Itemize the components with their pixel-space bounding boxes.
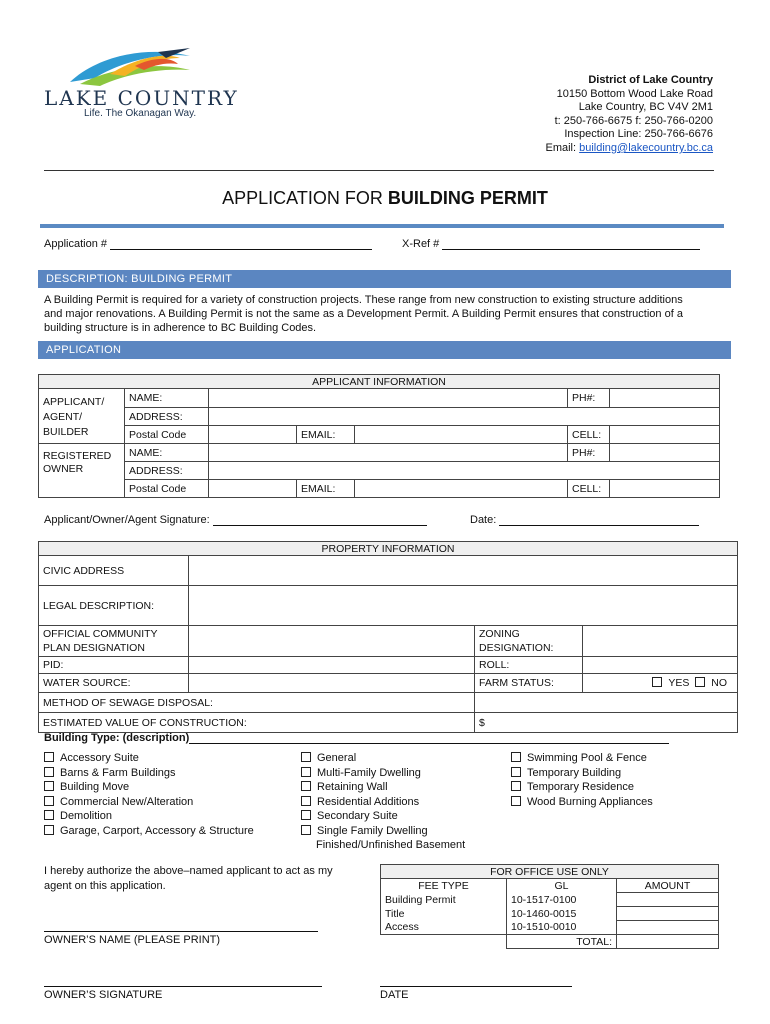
applicant-ph-label: PH#: <box>568 389 610 408</box>
owner-name-label: OWNER’S NAME (PLEASE PRINT) <box>44 934 221 946</box>
building-type-option-label: Building Move <box>60 781 130 794</box>
owner-cell-field[interactable] <box>610 480 720 498</box>
application-number-row <box>44 238 372 250</box>
applicant-postal-label: Postal Code <box>125 426 209 444</box>
building-type-option[interactable] <box>44 751 254 766</box>
applicant-name-label: NAME: <box>125 389 209 408</box>
checkbox[interactable] <box>511 796 521 806</box>
building-type-option[interactable] <box>301 751 428 766</box>
applicant-group-label: APPLICANT/ AGENT/ BUILDER <box>39 389 125 444</box>
building-type-option-label: Single Family Dwelling <box>317 824 428 837</box>
office-row-amount[interactable] <box>617 907 719 921</box>
office-row-gl: 10-1517-0100 <box>507 893 617 907</box>
building-type-option-label: Accessory Suite <box>60 752 139 764</box>
owner-email-field[interactable] <box>355 480 568 498</box>
office-total-label: TOTAL: <box>507 935 617 949</box>
building-type-option[interactable] <box>44 795 254 810</box>
owner-signature-line[interactable] <box>44 986 322 987</box>
logo-tagline: Life. The Okanagan Way. <box>84 108 197 119</box>
signature-label: Applicant/Owner/Agent Signature: <box>44 514 210 526</box>
legal-description-label: LEGAL DESCRIPTION: <box>39 586 189 626</box>
building-type-option[interactable] <box>511 780 653 795</box>
building-type-col-3 <box>511 751 653 809</box>
applicant-email-field[interactable] <box>355 426 568 444</box>
farm-status-label: FARM STATUS: <box>475 674 583 693</box>
building-type-option-label: Barns & Farm Buildings <box>60 766 176 779</box>
xref-label: X-Ref # <box>402 238 440 250</box>
building-type-label: Building Type: (description) <box>44 732 190 744</box>
water-source-label: WATER SOURCE: <box>39 674 189 693</box>
address-line-1: 10150 Bottom Wood Lake Road <box>556 87 713 100</box>
building-type-option[interactable] <box>301 766 428 781</box>
building-type-field[interactable] <box>189 733 669 744</box>
building-type-option-label: Garage, Carport, Accessory & Structure <box>60 824 254 837</box>
building-type-option[interactable] <box>511 795 653 810</box>
application-number-label: Application # <box>44 238 107 250</box>
checkbox[interactable] <box>44 767 54 777</box>
building-type-option[interactable] <box>44 824 254 839</box>
application-number-field[interactable] <box>110 238 372 250</box>
checkbox[interactable] <box>511 752 521 762</box>
checkbox[interactable] <box>301 781 311 791</box>
date-row <box>470 514 699 526</box>
building-type-option-label: Temporary Residence <box>527 781 634 794</box>
page-title: APPLICATION FOR BUILDING PERMIT <box>222 188 548 208</box>
building-type-option[interactable] <box>301 809 428 824</box>
zoning-label: ZONING DESIGNATION: <box>475 626 583 657</box>
owner-name-label: NAME: <box>125 444 209 462</box>
applicant-header: APPLICANT INFORMATION <box>39 375 720 389</box>
building-type-option[interactable] <box>44 780 254 795</box>
checkbox[interactable] <box>301 767 311 777</box>
property-table <box>38 541 738 733</box>
roll-label: ROLL: <box>475 657 583 674</box>
date2-label: DATE <box>380 989 409 1001</box>
office-row-fee: Access <box>381 921 507 935</box>
applicant-table <box>38 374 720 498</box>
header-divider <box>44 170 714 171</box>
applicant-postal-field[interactable] <box>209 426 297 444</box>
office-col-fee: FEE TYPE <box>381 879 507 893</box>
applicant-ph-field[interactable] <box>610 389 720 408</box>
owner-cell-label: CELL: <box>568 480 610 498</box>
sewage-label: METHOD OF SEWAGE DISPOSAL: <box>39 693 475 713</box>
owner-ph-label: PH#: <box>568 444 610 462</box>
office-header: FOR OFFICE USE ONLY <box>381 865 719 879</box>
farm-no-label: NO <box>711 677 727 689</box>
section-application: APPLICATION <box>38 341 731 359</box>
applicant-address-field[interactable] <box>209 408 720 426</box>
owner-group-label: REGISTERED OWNER <box>39 444 125 498</box>
civic-address-label: CIVIC ADDRESS <box>39 556 189 586</box>
checkbox[interactable] <box>301 752 311 762</box>
farm-yes-label: YES <box>668 677 690 689</box>
owner-signature-label: OWNER’S SIGNATURE <box>44 989 163 1001</box>
applicant-name-field[interactable] <box>209 389 568 408</box>
signature-field[interactable] <box>213 514 427 526</box>
logo-name: LAKE COUNTRY <box>44 86 239 110</box>
checkbox[interactable] <box>44 752 54 762</box>
roll-field[interactable] <box>583 657 738 674</box>
office-row-fee: Title <box>381 907 507 921</box>
building-type-option[interactable] <box>44 766 254 781</box>
authorize-text: I hereby authorize the above–named applicant to act as my agent on this application. <box>44 865 333 892</box>
checkbox[interactable] <box>44 825 54 835</box>
office-row-gl: 10-1510-0010 <box>507 921 617 935</box>
date2-line[interactable] <box>380 986 572 987</box>
building-type-option[interactable] <box>301 824 428 839</box>
farm-no-checkbox[interactable] <box>695 677 705 687</box>
legal-description-field[interactable] <box>189 586 738 626</box>
owner-ph-field[interactable] <box>610 444 720 462</box>
building-type-col-2 <box>301 751 428 839</box>
building-type-col-2-extra: Finished/Unfinished Basement <box>316 839 466 851</box>
office-col-gl: GL <box>507 879 617 893</box>
estimated-value-field[interactable]: $ <box>475 713 738 733</box>
pid-label: PID: <box>39 657 189 674</box>
owner-email-label: EMAIL: <box>297 480 355 498</box>
civic-address-field[interactable] <box>189 556 738 586</box>
title-rule <box>40 224 724 228</box>
office-row-amount[interactable] <box>617 921 719 935</box>
office-col-amount: AMOUNT <box>617 879 719 893</box>
owner-postal-field[interactable] <box>209 480 297 498</box>
ocp-field[interactable] <box>189 626 475 657</box>
applicant-email-label: EMAIL: <box>297 426 355 444</box>
office-total-spacer <box>381 935 507 949</box>
pid-field[interactable] <box>189 657 475 674</box>
zoning-field[interactable] <box>583 626 738 657</box>
checkbox[interactable] <box>301 810 311 820</box>
building-type-option-label: General <box>317 752 357 764</box>
building-type-option[interactable] <box>511 751 653 766</box>
office-row-fee: Building Permit <box>381 893 507 907</box>
building-type-option-label: Swimming Pool & Fence <box>527 752 647 764</box>
building-type-option-label: Secondary Suite <box>317 810 398 823</box>
phone-numbers: t: 250-766-6675 f: 250-766-0200 <box>554 114 713 127</box>
section-description: DESCRIPTION: BUILDING PERMIT <box>38 270 731 288</box>
farm-yes-checkbox[interactable] <box>652 677 662 687</box>
building-type-option[interactable] <box>44 809 254 824</box>
signature-row <box>44 514 427 526</box>
owner-address-label: ADDRESS: <box>125 462 209 480</box>
email-link[interactable]: building@lakecountry.bc.ca <box>579 141 713 154</box>
checkbox[interactable] <box>511 767 521 777</box>
email-label: Email: <box>545 141 577 154</box>
building-type-option-label: Wood Burning Appliances <box>527 795 653 808</box>
checkbox[interactable] <box>511 781 521 791</box>
building-type-option[interactable] <box>511 766 653 781</box>
office-row-amount[interactable] <box>617 893 719 907</box>
office-total-field[interactable] <box>617 935 719 949</box>
inspection-line: Inspection Line: 250-766-6676 <box>564 128 713 141</box>
building-type-option-label: Multi-Family Dwelling <box>317 766 421 779</box>
applicant-cell-label: CELL: <box>568 426 610 444</box>
checkbox[interactable] <box>301 825 311 835</box>
checkbox[interactable] <box>44 796 54 806</box>
water-source-field[interactable] <box>189 674 475 693</box>
estimated-value-label: ESTIMATED VALUE OF CONSTRUCTION: <box>39 713 475 733</box>
sewage-field[interactable] <box>475 693 738 713</box>
applicant-address-label: ADDRESS: <box>125 408 209 426</box>
building-type-option[interactable] <box>301 795 428 810</box>
building-type-option-label: Temporary Building <box>527 766 622 779</box>
building-type-option-label: Demolition <box>60 810 112 823</box>
building-type-option-label: Residential Additions <box>317 795 420 808</box>
date-label: Date: <box>470 514 497 526</box>
owner-address-field[interactable] <box>209 462 720 480</box>
building-type-col-1 <box>44 751 254 839</box>
address-line-2: Lake Country, BC V4V 2M1 <box>578 101 713 114</box>
owner-postal-label: Postal Code <box>125 480 209 498</box>
building-type-option-label: Commercial New/Alteration <box>60 795 194 808</box>
building-type-option-label: Retaining Wall <box>317 781 388 794</box>
checkbox[interactable] <box>44 810 54 820</box>
description-text: A Building Permit is required for a variety of construction projects. These range from new construction to existing structure additions and major renovations. A Building Permit is not the same as a Development Permit. A Building Permit ensures that construction of a building structure is in adherence to BC Building Codes. <box>44 294 683 334</box>
owner-name-line[interactable] <box>44 931 318 932</box>
building-type-option[interactable] <box>301 780 428 795</box>
building-type-row <box>44 732 669 744</box>
property-header: PROPERTY INFORMATION <box>39 542 738 556</box>
org-name: District of Lake Country <box>588 74 713 86</box>
ocp-label: OFFICIAL COMMUNITY PLAN DESIGNATION <box>39 626 189 657</box>
checkbox[interactable] <box>44 781 54 791</box>
xref-row <box>402 238 700 250</box>
office-use-table <box>380 864 719 949</box>
owner-name-field[interactable] <box>209 444 568 462</box>
office-row-gl: 10-1460-0015 <box>507 907 617 921</box>
xref-field[interactable] <box>442 238 700 250</box>
applicant-cell-field[interactable] <box>610 426 720 444</box>
date-field[interactable] <box>499 514 699 526</box>
farm-status-options <box>583 674 738 693</box>
checkbox[interactable] <box>301 796 311 806</box>
contact-block <box>546 74 714 156</box>
